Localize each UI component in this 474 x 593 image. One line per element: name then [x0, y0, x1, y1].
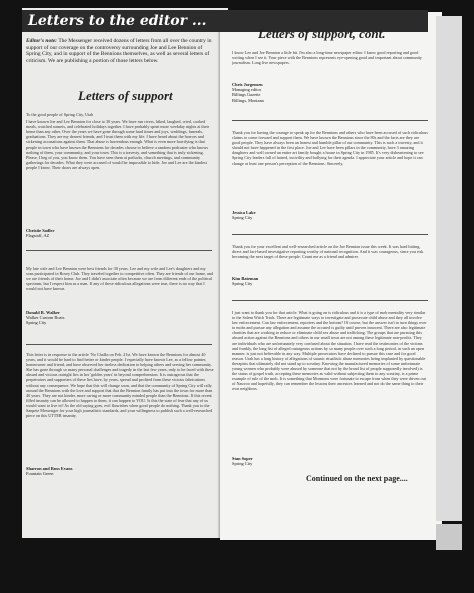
signature-org: Billings Gazette	[232, 92, 261, 98]
editors-note-text: The Messenger received dozens of letters from all over the country in support of our coverage on the controversy surrounding Joe and Lee Bennion of Spring City, and in support of the Bennions themselves, as well as several letters of criticism. We are publishing a portion of those letters below.	[26, 38, 212, 64]
signature-evans	[26, 466, 176, 476]
signature-name: Donald R. Walker	[26, 310, 60, 315]
signature-place: Spring City	[232, 461, 253, 467]
signature-jorgensen	[232, 82, 382, 103]
divider	[26, 344, 212, 345]
letter-soper	[232, 310, 428, 452]
letter-body: I know Lee and Joe Bennion a little bit. I'm also a long-time newspaper editor. I know good reporting and good writing when I see it. Your piece with the Bennions represents eye-opening good and important about community journalism. Long live newspapers.	[232, 50, 423, 66]
letter-bateman	[232, 244, 428, 270]
letter-body: Thank you for having the courage to speak up for the Bennions and others who have been accused of such ridiculous claims to come forward and support them. We have known the Bennions since the 80s and the facts are they are good people. They have always been an honest and humble pillar of our community. This is such a travesty, and it should not have happened in the first place. Joe and Lee have been pillars in the community, have 3 amazing daughters and well owned an entire art family bought a house in Spring City in 1985. It's very disheartening to see Spring City leaders full of hatred, incivility and bullying for their agenda. I appreciate your article and hope it can change at least one person's perception of the Bennions. Sincerely,	[232, 130, 428, 166]
signature-place: Spring City	[232, 215, 253, 221]
letter-salutation: To the good people of Spring City, Utah	[26, 112, 94, 117]
signature-lake	[232, 210, 382, 220]
edge-page-corner	[436, 524, 462, 550]
signature-name: Kim Bateman	[232, 276, 259, 281]
divider	[232, 300, 428, 301]
edge-page-strip	[436, 16, 462, 521]
signature-name: Stan Soper	[232, 456, 253, 461]
editors-note-lead: Editor's note:	[26, 38, 58, 44]
signature-soper	[232, 456, 382, 466]
letter-body: This letter is in response to the article 'No Chalks on Feb. 21st. We have known the Bennions for almost 40 years, and it would be hard to find better or kinder people. I especially have known Lee, as a fellow painter, homeowner and friend, and have observed her tireless dedication to helping others and serving her community. She has gone through so many personal challenges and tragedy in the last few years, only to be faced with these absurd and vicious outright lies in her 'golden years' in beyond comprehension. It is outrageous that the perpetrators and supporters of these lies have, by years, spread and profited from these vicious fabrications without any consequence. We hope that this will change soon, and that the community of Spring City will rally around the Bennions with the love and support that that the Bennion family has put into the town for more than 40 years. They are not kinder, more caring or more community minded people than the Bennions. If this recent filled insanity can be allowed to happen to them, it can happen to YOU. Is this the state of fear that any of us would want to live in? As the old saying goes, evil flourishes when good people do nothing. Thank you to the Sanpete Messenger for your high journalistic standards, and your willingness to publish such a well-researched piece on this UTTER insanity.	[26, 352, 214, 419]
divider	[232, 120, 428, 121]
letter-evans	[26, 352, 214, 454]
divider	[26, 250, 212, 251]
signature-place: Spring City	[232, 281, 253, 287]
letter-jorgensen	[232, 50, 428, 71]
letter-body: I just want to thank you for that article. What is going on is ridiculous and it is a type of mob mentality very similar to the Salem Witch Trials. There are legitimate ways to investigate and prosecute child abuse and they all involve law enforcement. Can law enforcement, reporters and the bottom? Of course, but the answer isn't to turn things over to mobs and pursue any allegation and assume the accused is guilty until proven innocent. There are also legitimate charities that are working to reduce or eliminate child sex abuse and trafficking. The groups that are pursuing this absurd action against the Bennions and others in our small town are not among these legitimate non-profits. They are individuals who are unfortunately very confused about the situation. I have read the testimonies of the victims and frankly, the long list of alleged outrageous actions by so many people over such a long period, in such an open manner, is just not believable in any way. Multiple prosecutors have declined to pursue this case and for good reason. Utah has a long history of allegations of satanic ritualistic abuse memories being implanted by questionable therapists that ultimately did not stand up to scrutiny. Knowing the manufactured memories of some unfortunate young women who probably were abused by someone that not by the broad list of people supposedly involved) is the status of gospel truth, accepting these memories as valid without subjecting them to any scrutiny, is a prime example of rule of the mob. It is something that Mormons were fortunate to escape from when they were driven out of Nauvoo and hopefully, they can remember the lessons their ancestors learned and not do the same thing to their own neighbors.	[232, 310, 427, 392]
signature-place: Spring City	[26, 320, 47, 326]
right-heading: Letters of support, cont.	[258, 26, 386, 41]
letter-walker	[26, 266, 214, 296]
signature-place: Billings, Montana	[232, 97, 264, 103]
editors-note	[26, 38, 216, 64]
signature-name: Chris Jorgensen	[232, 82, 263, 87]
divider	[232, 234, 428, 235]
signature-place: Flagstaff, AZ	[26, 233, 50, 239]
continued-note: Continued on the next page....	[306, 474, 408, 483]
letter-body: My late wife and Lee Bennion were best friends for 30 years. Lee and my wife and Lee's daughters and my sons participated in Rosey Club. They traveled together to competitive often. They are friends of our home, and we are friends of their home. Joe and I didn't associate often because we are from different ends of the political spectrum, but I respect him as a man. If any of these ridiculous allegations were true, there is no way that I would not have known.	[26, 266, 214, 292]
letter-lake	[232, 130, 428, 206]
signature-sadler	[26, 228, 176, 238]
signature-name: Christie Sadler	[26, 228, 55, 233]
letter-body: Thank you for your excellent and well-researched article on the Joe Bennion issue this week. It was hard hitting, direct and fact-based investigative reporting worthy of national recognition. And it was courageous, since you risk becoming the next target of these people. Count me as a friend and admirer.	[232, 244, 424, 260]
signature-name: Sharron and Russ Evans	[26, 466, 73, 471]
signature-role: Managing editor	[232, 87, 262, 93]
left-heading: Letters of support	[78, 88, 173, 103]
signature-walker	[26, 310, 176, 326]
signature-place: Fountain Green	[26, 471, 54, 477]
letter-sadler	[26, 112, 214, 226]
letter-body: I have known Joe and Lee Bennion for close to 30 years. We have run rivers, hiked, laughed, cried, cooked meals, watched sunsets, and celebrated holidays together. I have probably spent more weekday nights at their home than any other. Over the years we have gone through some hard times and joys, weddings, funerals, graduations. They are my dearest friends, and I trust them with my life. I have heard about the horrors and sickening accusations against them. That abuse is horrendous enough. What is even more horrifying is that people in town who have known the Bennions for decades choose to believe a random podcaster who knows nothing of them, your community, and your town. This is a travesty, and something that is truly sickening. Please, I beg of you, you know them. You have seen them at potlucks, church meetings, and community gatherings for decades. What they were accused of would be impossible to hide. Joe and Lee are the kindest people I know. Their doors are always open.	[26, 119, 210, 170]
signature-bateman	[232, 276, 382, 286]
signature-name: Jessica Lake	[232, 210, 256, 215]
signature-org: Walker Custom Boats	[26, 315, 65, 321]
banner-title: Letters to the editor ...	[28, 13, 207, 29]
